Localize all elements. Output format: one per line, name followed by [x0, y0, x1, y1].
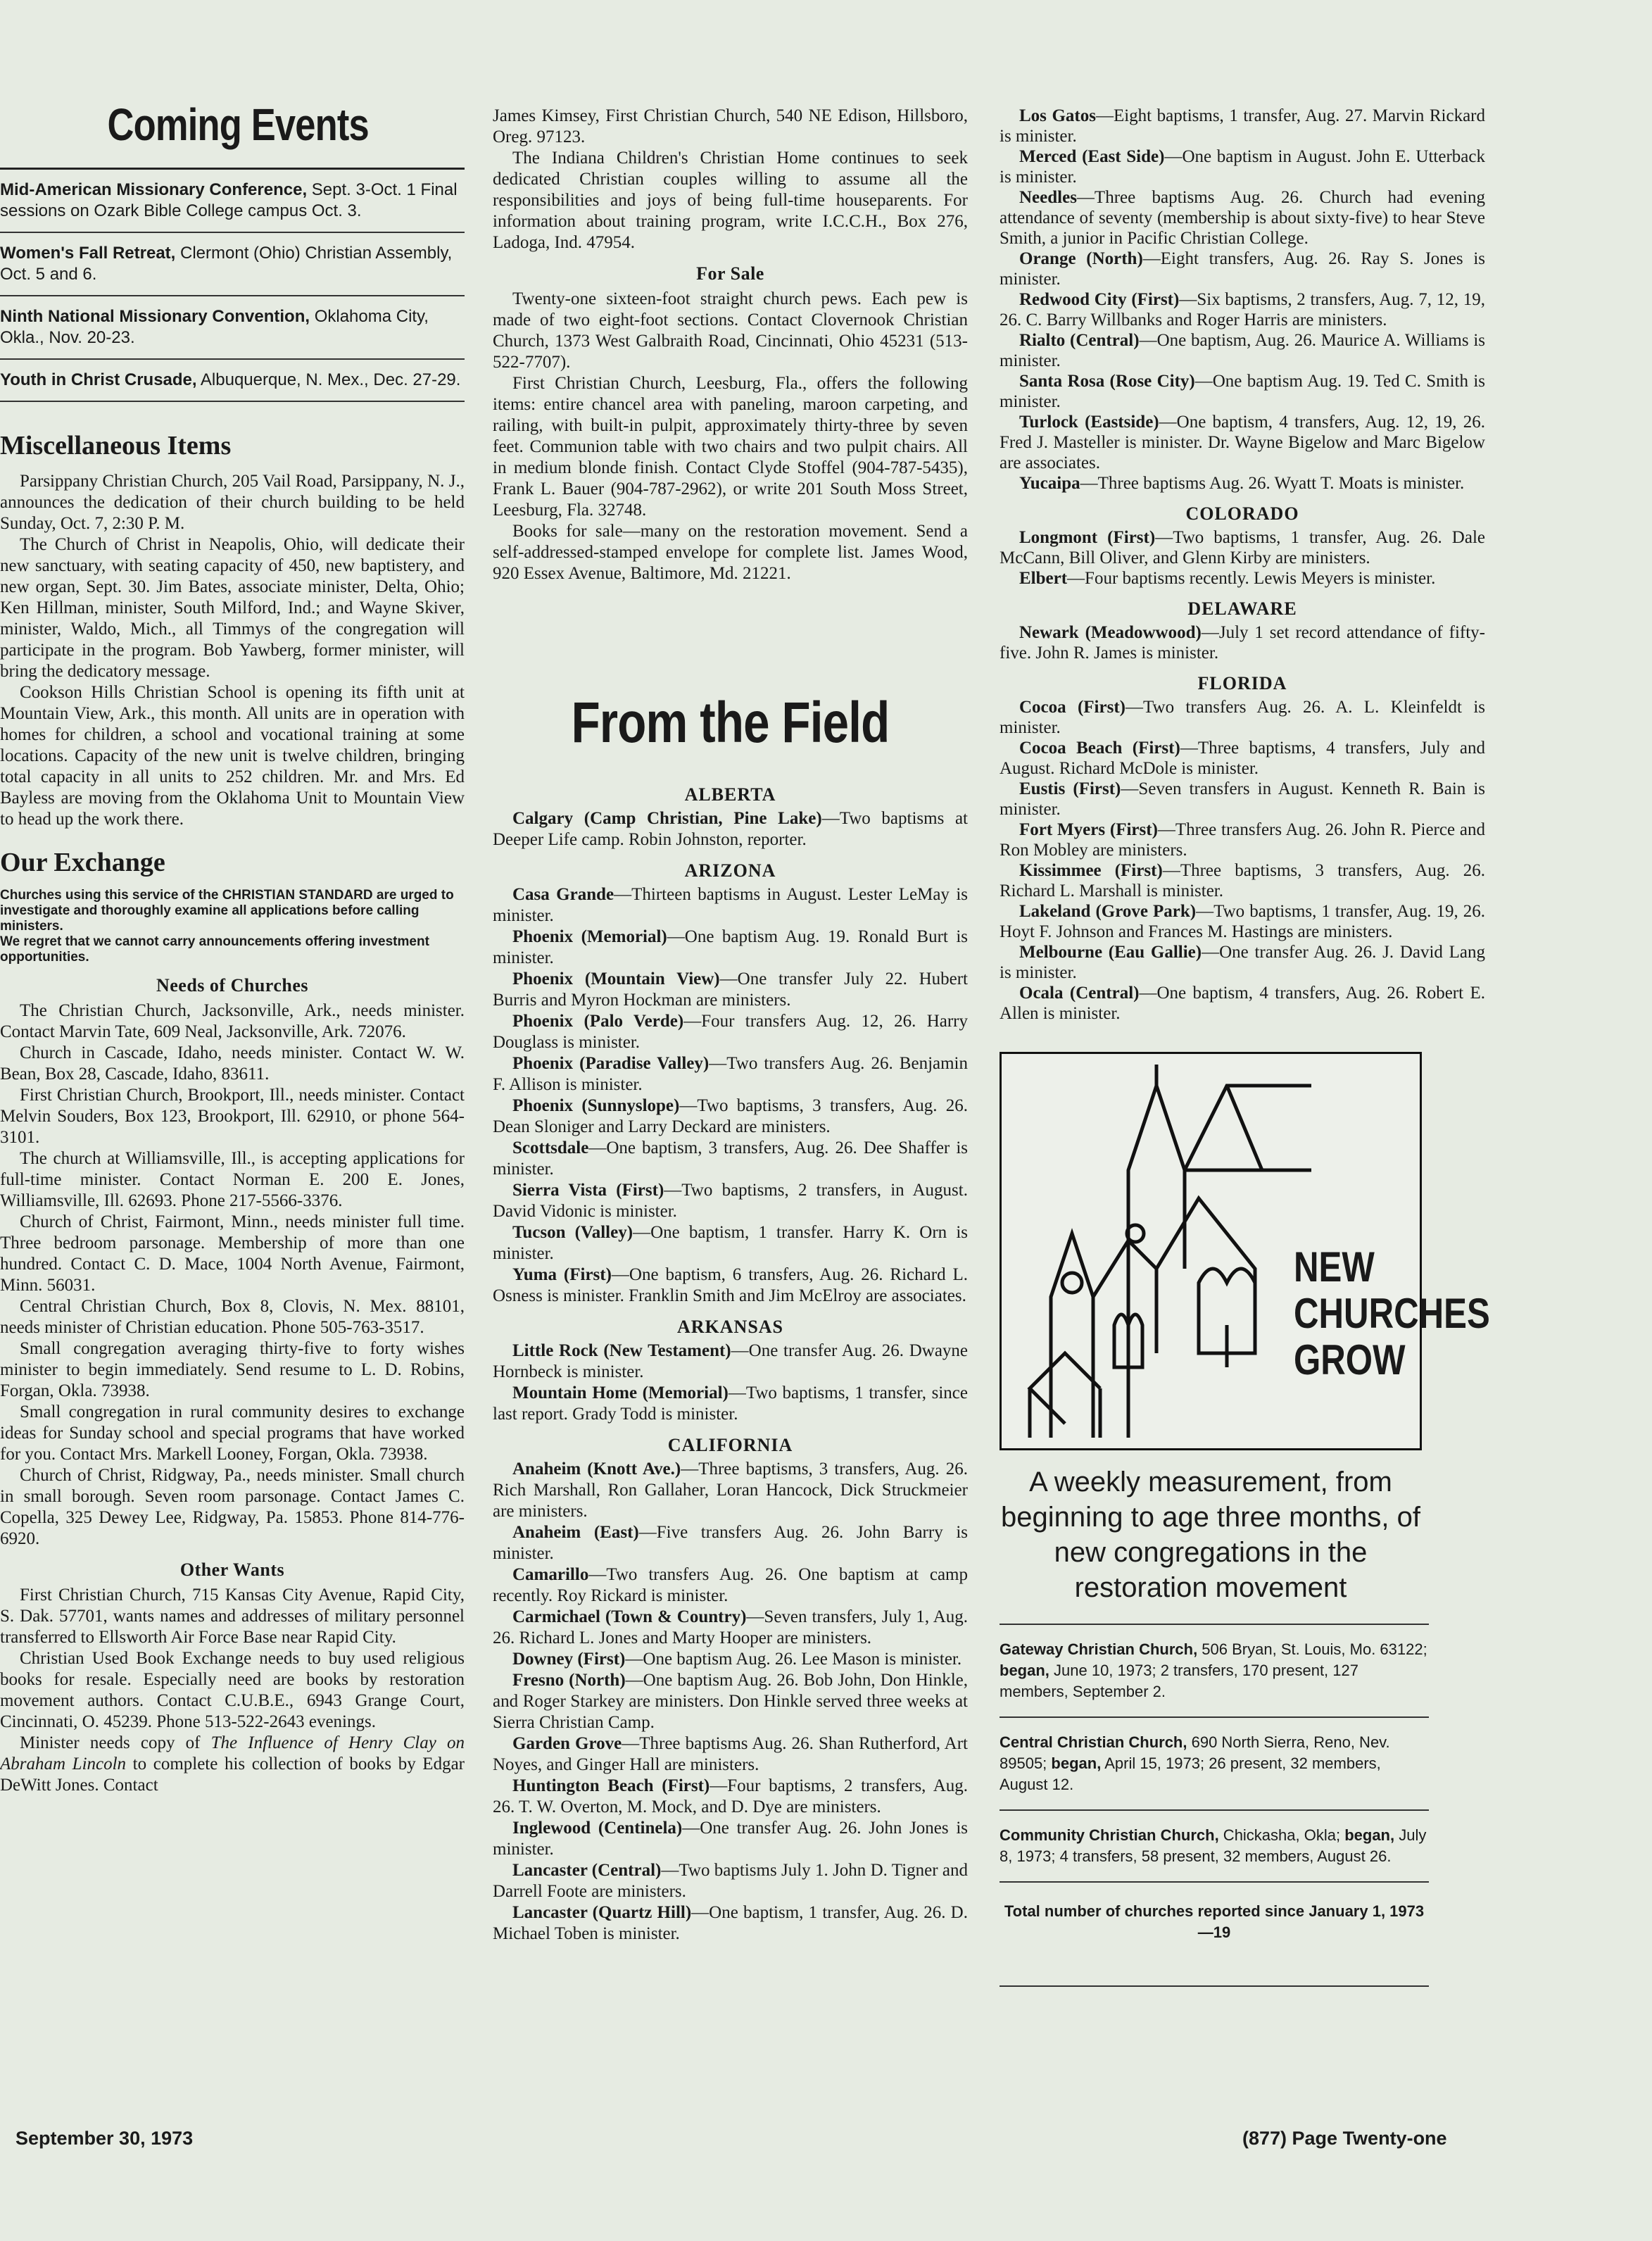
for-sale-paragraph: Books for sale—many on the restoration movement. Send a self-addressed-stamped envelope for complete list. James Wood, 920 Essex Avenue, Baltimore, Md. 21221. [493, 522, 968, 583]
footer-date: September 30, 1973 [15, 2128, 194, 2149]
field-reports-col3-continued [1000, 106, 1485, 494]
footer-page-number: (877) Page Twenty-one [1242, 2128, 1447, 2149]
field-report-entry: Ocala (Central)—One baptism, 4 transfers, Aug. 26. Robert E. Allen is minister. [1000, 984, 1486, 1023]
new-churches-grow-text: NEW CHURCHES GROW [1294, 1243, 1490, 1383]
field-report-entry: Needles—Three baptisms Aug. 26. Church had evening attendance of seventy (membership is about sixty-five) to hear Steve Smith, a junior in Pacific Christian College. [1000, 188, 1485, 248]
coming-events-title: Coming Events [107, 99, 369, 150]
new-churches-logo [1000, 1052, 1490, 1450]
field-report-entry: Downey (First)—One baptism Aug. 26. Lee Mason is minister. [512, 1650, 962, 1669]
misc-paragraph: Parsippany Christian Church, 205 Vail Road, Parsippany, N. J., announces the dedication of their church building to be held Sunday, Oct. 7, 2:30 P. M. [0, 472, 465, 533]
new-churches-caption: A weekly measurement, from beginning to age three months, of new congregations in the restoration movement [1001, 1467, 1420, 1603]
misc-title: Miscellaneous Items [0, 431, 232, 460]
event-item: Mid-American Missionary Conference, Sept. 3-Oct. 1 Final sessions on Ozark Bible College campus Oct. 3. [0, 170, 465, 233]
wants-title: Other Wants [179, 1559, 285, 1580]
field-report-entry: Longmont (First)—Two baptisms, 1 transfer, Aug. 26. Dale McCann, Bill Oliver, and Glenn Kirby are ministers. [1000, 528, 1486, 567]
field-report-entry: Phoenix (Palo Verde)—Four transfers Aug. 12, 26. Harry Douglass is minister. [493, 1012, 968, 1052]
field-report-entry: Lancaster (Quartz Hill)—One baptism, 1 transfer, Aug. 26. D. Michael Toben is minister. [493, 1903, 968, 1943]
col2-paragraph: James Kimsey, First Christian Church, 540 NE Edison, Hillsboro, Oreg. 97123. [493, 106, 968, 146]
field-reports-col2 [493, 784, 968, 1945]
field-report-entry: Calgary (Camp Christian, Pine Lake)—Two baptisms at Deeper Life camp. Robin Johnston, reporter. [493, 809, 969, 849]
col2-paragraph: The Indiana Children's Christian Home continues to seek dedicated Christian couples willing to assume all the responsibilities and joys of being full-time houseparents. For information about training program, write I.C.C.H., Box 276, Ladoga, Ind. 47954. [493, 149, 968, 252]
for-sale-paragraph: First Christian Church, Leesburg, Fla., offers the following items: entire chancel area with paneling, maroon carpeting, and railing, with built-in pulpit, approximately thirty-three by seven feet. Communion table with two chairs and two pulpit chairs. All in medium blonde finish. Contact Clyde Stoffel (904-787-5435), Frank L. Bauer (904-787-2962), or write 201 South Moss Street, Leesburg, Fla. 32748. [493, 374, 968, 520]
field-report-entry: Elbert—Four baptisms recently. Lewis Meyers is minister. [1019, 569, 1436, 588]
exchange-note: We regret that we cannot carry announcements offering investment opportunities. [0, 934, 429, 965]
field-report-entry: Cocoa (First)—Two transfers Aug. 26. A. L. Kleinfeldt is minister. [1000, 698, 1485, 737]
field-report-entry: Little Rock (New Testament)—One transfer Aug. 26. Dwayne Hornbeck is minister. [493, 1341, 969, 1381]
field-report-entry: Mountain Home (Memorial)—Two baptisms, 1 transfer, since last report. Grady Todd is minister. [493, 1383, 968, 1424]
field-report-entry: Orange (North)—Eight transfers, Aug. 26. Ray S. Jones is minister. [1000, 249, 1485, 289]
need-item: Church of Christ, Ridgway, Pa., needs minister. Small church in small borough. Seven room parsonage. Contact James C. Copella, 325 Dewey Lee, Ridgway, Pa. 15853. Phone 814-776-6920. [0, 1466, 465, 1548]
right-column [1000, 106, 1490, 1987]
field-report-entry: Tucson (Valley)—One baptism, 1 transfer. Harry K. Orn is minister. [493, 1223, 968, 1263]
field-report-entry: Phoenix (Paradise Valley)—Two transfers Aug. 26. Benjamin F. Allison is minister. [493, 1054, 969, 1094]
event-item: Youth in Christ Crusade, Albuquerque, N. Mex., Dec. 27-29. [0, 360, 465, 402]
field-reports-col3 [1000, 503, 1485, 1024]
state-heading: ARKANSAS [676, 1317, 784, 1337]
need-item: The Christian Church, Jacksonville, Ark., needs minister. Contact Marvin Tate, 609 Neal, Jacksonville, Ark. 72076. [0, 1001, 465, 1041]
want-item: Minister needs copy of The Influence of Henry Clay on Abraham Lincoln to complete his collection of books by Edgar DeWitt Jones. Contact [0, 1733, 465, 1795]
field-report-entry: Santa Rosa (Rose City)—One baptism Aug. 19. Ted C. Smith is minister. [1000, 372, 1486, 411]
field-report-entry: Rialto (Central)—One baptism, Aug. 26. Maurice A. Williams is minister. [1000, 331, 1486, 370]
misc-paragraph: The Church of Christ in Neapolis, Ohio, will dedicate their new sanctuary, with seating capacity of 450, new baptistery, and new organ, Sept. 30. Jim Bates, associate minister, Delta, Ohio; Ken Hillman, minister, South Milford, Ind.; and Wayne Skiver, minister, Waldo, Mich., all Timmys of the congregation will participate in the program. Bob Yawberg, former minister, will bring the dedicatory message. [0, 535, 465, 681]
field-report-entry: Redwood City (First)—Six baptisms, 2 transfers, Aug. 7, 12, 19, 26. C. Barry Willbanks and Roger Harris are ministers. [1000, 290, 1485, 329]
field-report-entry: Los Gatos—Eight baptisms, 1 transfer, Aug. 27. Marvin Rickard is minister. [1000, 106, 1486, 146]
state-heading: ALBERTA [684, 784, 776, 805]
need-item: First Christian Church, Brookport, Ill., needs minister. Contact Melvin Souders, Box 123, Brookport, Ill. 62910, or phone 564-3101. [0, 1086, 465, 1147]
field-report-entry: Scottsdale—One baptism, 3 transfers, Aug. 26. Dee Shaffer is minister. [493, 1138, 968, 1179]
church-illustration-icon [1016, 1057, 1311, 1445]
congregation-entry: Community Christian Church, Chickasha, Okla; began, July 8, 1973; 4 transfers, 58 present, 32 members, August 26. [1000, 1809, 1429, 1881]
new-churches-list [1000, 1624, 1485, 1987]
field-report-entry: Fresno (North)—One baptism Aug. 26. Bob John, Don Hinkle, and Roger Starkey are ministers. Don Hinkle served three weeks at Sierra Christian Camp. [493, 1671, 968, 1732]
field-report-entry: Yucaipa—Three baptisms Aug. 26. Wyatt T. Moats is minister. [1019, 474, 1465, 493]
field-report-entry: Newark (Meadowwood)—July 1 set record attendance of fifty-five. John R. James is minister. [1000, 623, 1486, 663]
exchange-note: Churches using this service of the CHRISTIAN STANDARD are urged to investigate and thoroughly examine all applications before calling ministers. [0, 888, 454, 934]
want-item: Christian Used Book Exchange needs to buy used religious books for resale. Especially need are books by restoration movement authors. Contact C.U.B.E., 6943 Grange Court, Cincinnati, O. 45239. Phone 513-522-2643 evenings. [0, 1649, 465, 1731]
field-report-entry: Camarillo—Two transfers Aug. 26. One baptism at camp recently. Roy Rickard is minister. [493, 1565, 968, 1605]
needs-title: Needs of Churches [156, 975, 309, 996]
field-report-entry: Melbourne (Eau Gallie)—One transfer Aug. 26. J. David Lang is minister. [1000, 943, 1485, 982]
field-report-entry: Phoenix (Sunnyslope)—Two baptisms, 3 transfers, Aug. 26. Dean Sloniger and Larry Deckard are ministers. [493, 1096, 969, 1136]
field-report-entry: Phoenix (Mountain View)—One transfer July 22. Hubert Burris and Myron Hockman are ministers. [493, 969, 969, 1010]
left-column [0, 99, 465, 1796]
field-report-entry: Anaheim (Knott Ave.)—Three baptisms, 3 transfers, Aug. 26. Rich Marshall, Ron Gallaher, Loran Hancock, Dick Struckmeier are ministers. [493, 1460, 968, 1521]
need-item: Central Christian Church, Box 8, Clovis, N. Mex. 88101, needs minister of Christian education. Phone 505-763-3517. [0, 1297, 465, 1337]
field-report-entry: Merced (East Side)—One baptism in August. John E. Utterback is minister. [1000, 147, 1485, 187]
state-heading: COLORADO [1185, 503, 1299, 524]
middle-column [493, 106, 968, 1945]
need-item: Church in Cascade, Idaho, needs minister. Contact W. W. Bean, Box 28, Cascade, Idaho, 83611. [0, 1043, 465, 1084]
congregation-entry: Central Christian Church, 690 North Sierra, Reno, Nev. 89505; began, April 15, 1973; 26 present, 32 members, August 12. [1000, 1716, 1429, 1809]
field-report-entry: Anaheim (East)—Five transfers Aug. 26. John Barry is minister. [493, 1523, 968, 1563]
misc-paragraph: Cookson Hills Christian School is opening its fifth unit at Mountain View, Ark., this month. All units are in operation with homes for children, a school and vocational training at some locations. Capacity of the new unit is twelve children, bringing total capacity in all units to 252 children. Mr. and Mrs. Ed Bayless are moving from the Oklahoma Unit to Mountain View to head up the work there. [0, 683, 465, 829]
field-report-entry: Casa Grande—Thirteen baptisms in August. Lester LeMay is minister. [493, 885, 968, 925]
state-heading: ARIZONA [684, 860, 776, 881]
field-report-entry: Kissimmee (First)—Three baptisms, 3 transfers, Aug. 26. Richard L. Marshall is minister. [1000, 861, 1485, 900]
need-item: Small congregation in rural community desires to exchange ideas for Sunday school and special programs that have worked for you. Contact Mrs. Markell Looney, Forgan, Okla. 73938. [0, 1402, 465, 1464]
event-item: Ninth National Missionary Convention, Oklahoma City, Okla., Nov. 20-23. [0, 296, 465, 360]
need-item: Small congregation averaging thirty-five to forty wishes minister to begin immediately. Send resume to L. D. Robins, Forgan, Okla. 73938. [0, 1339, 465, 1400]
field-report-entry: Fort Myers (First)—Three transfers Aug. 26. John R. Pierce and Ron Mobley are ministers. [1000, 820, 1486, 860]
field-report-entry: Carmichael (Town & Country)—Seven transfers, July 1, Aug. 26. Richard L. Jones and Marty Hooper are ministers. [493, 1607, 968, 1647]
exchange-title: Our Exchange [0, 848, 165, 877]
need-item: Church of Christ, Fairmont, Minn., needs minister full time. Three bedroom parsonage. Membership of more than one hundred. Contact C. D. Mace, 1004 North Avenue, Fairmont, Minn. 56031. [0, 1212, 465, 1295]
for-sale-paragraph: Twenty-one sixteen-foot straight church pews. Each pew is made of two eight-foot sections. Contact Clovernook Christian Church, 1373 West Galbraith Road, Cincinnati, Ohio 45231 (513-522-7707). [493, 289, 968, 372]
want-item: First Christian Church, 715 Kansas City Avenue, Rapid City, S. Dak. 57701, wants names and addresses of military personnel transferred to Ellsworth Air Force Base near Rapid City. [0, 1586, 465, 1647]
from-the-field-title: From the Field [571, 691, 890, 755]
field-report-entry: Sierra Vista (First)—Two baptisms, 2 transfers, in August. David Vidonic is minister. [493, 1181, 968, 1221]
need-item: The church at Williamsville, Ill., is accepting applications for full-time minister. Contact Norman E. 200 E. Jones, Williamsville, Ill. 62693. Phone 217-5566-3376. [0, 1149, 465, 1210]
field-report-entry: Cocoa Beach (First)—Three baptisms, 4 transfers, July and August. Richard McDole is minister. [1000, 739, 1485, 778]
state-heading: FLORIDA [1197, 673, 1287, 693]
field-report-entry: Lakeland (Grove Park)—Two baptisms, 1 transfer, Aug. 19, 26. Hoyt F. Johnson and Frances M. Hastings are ministers. [1000, 902, 1485, 941]
field-report-entry: Lancaster (Central)—Two baptisms July 1. John D. Tigner and Darrell Foote are ministers. [493, 1861, 968, 1901]
field-report-entry: Turlock (Eastside)—One baptism, 4 transfers, Aug. 12, 19, 26. Fred J. Masteller is minister. Dr. Wayne Bigelow and Marc Bigelow are associates. [1000, 413, 1485, 472]
field-report-entry: Garden Grove—Three baptisms Aug. 26. Shan Rutherford, Art Noyes, and Ginger Hall are ministers. [493, 1734, 968, 1774]
event-item: Women's Fall Retreat, Clermont (Ohio) Christian Assembly, Oct. 5 and 6. [0, 233, 465, 296]
field-report-entry: Yuma (First)—One baptism, 6 transfers, Aug. 26. Richard L. Osness is minister. Franklin Smith and Jim McElroy are associates. [493, 1265, 968, 1305]
state-heading: DELAWARE [1187, 598, 1297, 619]
field-report-entry: Huntington Beach (First)—Four baptisms, 2 transfers, Aug. 26. T. W. Overton, M. Mock, and D. Dye are ministers. [493, 1776, 968, 1816]
congregation-entry: Gateway Christian Church, 506 Bryan, St. Louis, Mo. 63122; began, June 10, 1973; 2 transfers, 170 present, 127 members, September 2. [1000, 1624, 1429, 1716]
for-sale-title: For Sale [696, 263, 764, 284]
total-churches: Total number of churches reported since January 1, 1973—19 [1000, 1881, 1429, 1987]
state-heading: CALIFORNIA [667, 1435, 793, 1455]
field-report-entry: Phoenix (Memorial)—One baptism Aug. 19. Ronald Burt is minister. [493, 927, 968, 967]
events-list [0, 168, 465, 402]
field-report-entry: Eustis (First)—Seven transfers in August. Kenneth R. Bain is minister. [1000, 779, 1485, 819]
field-report-entry: Inglewood (Centinela)—One transfer Aug. 26. John Jones is minister. [493, 1819, 968, 1859]
